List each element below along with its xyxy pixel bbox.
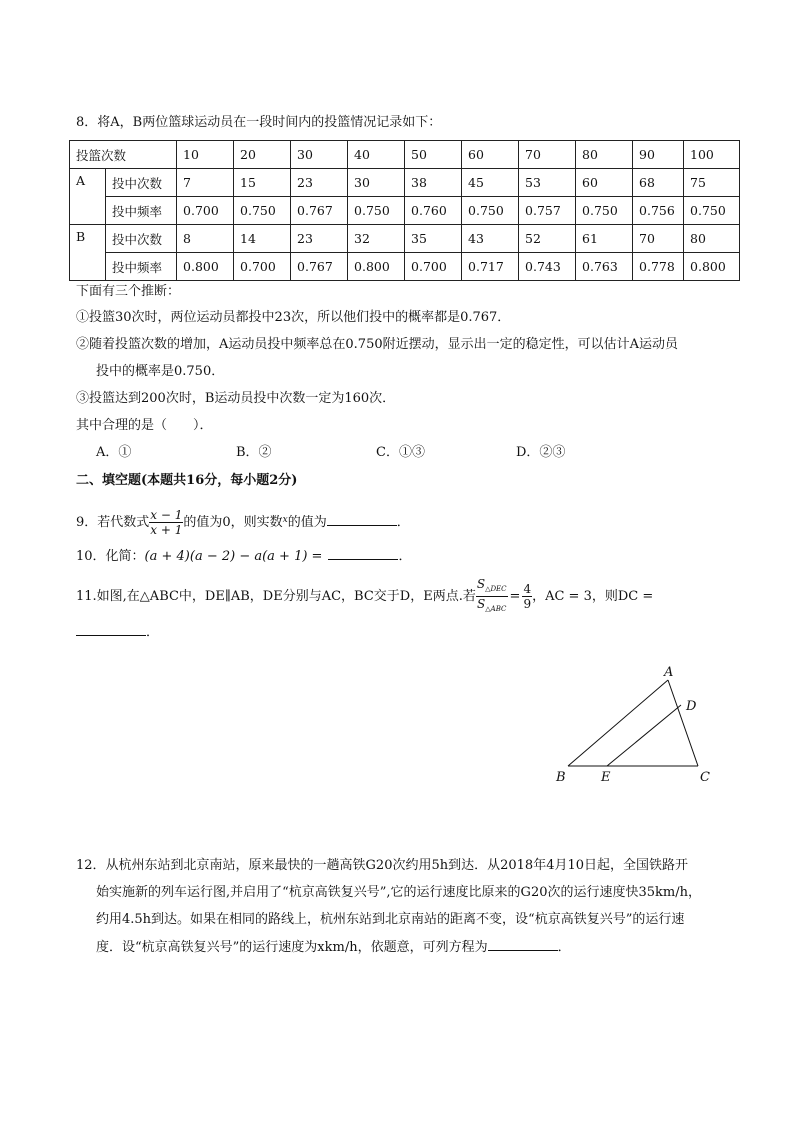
q12-line-3: 约用4.5h到达。如果在相同的路线上，杭州东站到北京南站的距离不变，设“杭京高铁复兴号”的运行速	[96, 912, 685, 927]
table-cell: 0.750	[684, 197, 740, 225]
table-cell: 0.750	[348, 197, 405, 225]
option-a[interactable]: A．①	[96, 445, 132, 460]
table-cell: 38	[405, 169, 462, 197]
q12-line-1: 12．从杭州东站到北京南站，原来最快的一趟高铁G20次约用5h到达．从2018年4月10日起，全国铁路开	[76, 858, 689, 873]
q11-ratio-num: $S_{\triangle DEC}$	[476, 577, 508, 597]
q11-answer-line	[76, 624, 159, 642]
q9	[76, 502, 410, 541]
table-cell: 53	[519, 169, 576, 197]
row-label: 投中频率	[106, 253, 177, 281]
q12-line-2: 始实施新的列车运行图,并启用了“杭京高铁复兴号”,它的运行速度比原来的G20次的运行速度快35km/h，	[96, 885, 701, 900]
table-cell: 52	[519, 225, 576, 253]
table-cell: 43	[462, 225, 519, 253]
segment-ac	[668, 680, 698, 766]
table-cell: 23	[291, 225, 348, 253]
section-2-title: 二、填空题(本题共16分，每小题2分)	[76, 473, 298, 488]
q8-claim-3: ③投篮达到200次时，B运动员投中次数一定为160次．	[76, 391, 396, 406]
q11-value-fraction: $\frac{4}{9}$	[523, 582, 532, 611]
q11-equals: =	[509, 589, 521, 604]
table-cell: 50	[405, 141, 462, 169]
q8-claim-2-cont: 投中的概率是0.750．	[96, 364, 225, 379]
q9-suffix: 的值为	[287, 515, 327, 530]
table-header-row	[70, 141, 740, 169]
triangle-figure	[550, 660, 730, 790]
table-cell: 0.800	[684, 253, 740, 281]
table-cell: 8	[177, 225, 234, 253]
table-cell: 20	[234, 141, 291, 169]
q12-answer-blank[interactable]	[488, 950, 558, 951]
q11-text-a: 11.如图,在△ABC中，DE∥AB，DE分别与AC，BC交于D，E两点.若	[76, 589, 476, 604]
table-cell: 80	[576, 141, 633, 169]
segment-de	[607, 705, 681, 766]
q8-claim-1: ①投篮30次时，两位运动员都投中23次，所以他们投中的概率都是0.767．	[76, 310, 511, 325]
table-cell: 7	[177, 169, 234, 197]
option-c[interactable]: C．①③	[376, 445, 425, 460]
table-cell: 60	[576, 169, 633, 197]
table-cell: 100	[684, 141, 740, 169]
q10-answer-blank[interactable]	[328, 559, 398, 560]
table-cell: 0.767	[291, 197, 348, 225]
table-cell: 14	[234, 225, 291, 253]
label-b: B	[556, 770, 566, 785]
player-a-cell: A	[70, 169, 106, 225]
table-cell: 0.743	[519, 253, 576, 281]
table-cell: 0.756	[633, 197, 684, 225]
table-cell: 15	[234, 169, 291, 197]
segment-ab	[568, 680, 668, 766]
q9-frac-den: x + 1	[150, 523, 183, 537]
row-label: 投中频率	[106, 197, 177, 225]
q9-end: ．	[396, 515, 410, 530]
q9-answer-blank[interactable]	[327, 525, 397, 526]
table-row	[70, 169, 740, 197]
table-cell: 0.778	[633, 253, 684, 281]
table-cell: 0.750	[576, 197, 633, 225]
q8-claim-2: ②随着投篮次数的增加，A运动员投中频率总在0.750附近摆动，显示出一定的稳定性，可以估计A运动员	[76, 337, 678, 352]
table-cell: 0.700	[234, 253, 291, 281]
table-cell: 45	[462, 169, 519, 197]
label-e: E	[601, 770, 611, 785]
q10-end: ．	[398, 549, 412, 564]
q10	[76, 548, 411, 566]
table-cell: 0.700	[405, 253, 462, 281]
q8-question: 其中合理的是（ ）．	[76, 418, 213, 433]
table-cell: 60	[462, 141, 519, 169]
table-cell: 0.700	[177, 197, 234, 225]
header-label-cell: 投篮次数	[70, 141, 177, 169]
player-b-cell: B	[70, 225, 106, 281]
label-c: C	[700, 770, 710, 785]
q10-prefix: 10．化简：	[76, 549, 145, 564]
q12-end: ．	[557, 940, 571, 955]
q9-prefix: 9．若代数式	[76, 515, 150, 530]
label-a: A	[664, 665, 674, 680]
table-cell: 0.750	[462, 197, 519, 225]
table-cell: 30	[291, 141, 348, 169]
table-cell: 0.800	[177, 253, 234, 281]
q12-line-4-text: 度．设“杭京高铁复兴号”的运行速度为xkm/h，依题意，可列方程为	[96, 940, 488, 955]
table-cell: 0.717	[462, 253, 519, 281]
table-cell: 75	[684, 169, 740, 197]
option-b[interactable]: B．②	[236, 445, 272, 460]
table-cell: 90	[633, 141, 684, 169]
q11-end: ．	[146, 625, 160, 640]
row-label: 投中次数	[106, 169, 177, 197]
table-cell: 30	[348, 169, 405, 197]
q11-ratio-den: $S_{\triangle ABC}$	[477, 597, 507, 613]
option-d[interactable]: D．②③	[516, 445, 566, 460]
table-row	[70, 253, 740, 281]
table-cell: 0.800	[348, 253, 405, 281]
table-cell: 32	[348, 225, 405, 253]
table-cell: 68	[633, 169, 684, 197]
q9-mid: 的值为0，则实数	[183, 515, 283, 530]
table-cell: 0.760	[405, 197, 462, 225]
table-cell: 23	[291, 169, 348, 197]
q8-lead: 下面有三个推断：	[76, 284, 181, 299]
row-label: 投中次数	[106, 225, 177, 253]
label-d: D	[686, 699, 697, 714]
table-cell: 61	[576, 225, 633, 253]
q9-frac-num: x − 1	[150, 508, 183, 522]
table-cell: 0.767	[291, 253, 348, 281]
q11-answer-blank[interactable]	[76, 635, 146, 636]
q11-area-ratio	[476, 577, 508, 616]
q10-expression: (a + 4)(a − 2) − a(a + 1) =	[144, 549, 323, 564]
q9-fraction	[149, 508, 183, 537]
table-cell: 80	[684, 225, 740, 253]
table-row	[70, 197, 740, 225]
q12-line-4	[96, 939, 571, 957]
table-cell: 40	[348, 141, 405, 169]
table-row	[70, 225, 740, 253]
q9-var: x	[282, 515, 288, 525]
shooting-table	[69, 140, 740, 281]
q11-text-b: ，AC = 3，则DC =	[532, 589, 654, 604]
table-cell: 10	[177, 141, 234, 169]
q8-intro: 8．将A，B两位篮球运动员在一段时间内的投篮情况记录如下：	[76, 115, 442, 130]
table-cell: 0.763	[576, 253, 633, 281]
table-cell: 35	[405, 225, 462, 253]
q11	[76, 577, 653, 616]
table-cell: 0.750	[234, 197, 291, 225]
table-cell: 70	[519, 141, 576, 169]
table-cell: 70	[633, 225, 684, 253]
table-cell: 0.757	[519, 197, 576, 225]
